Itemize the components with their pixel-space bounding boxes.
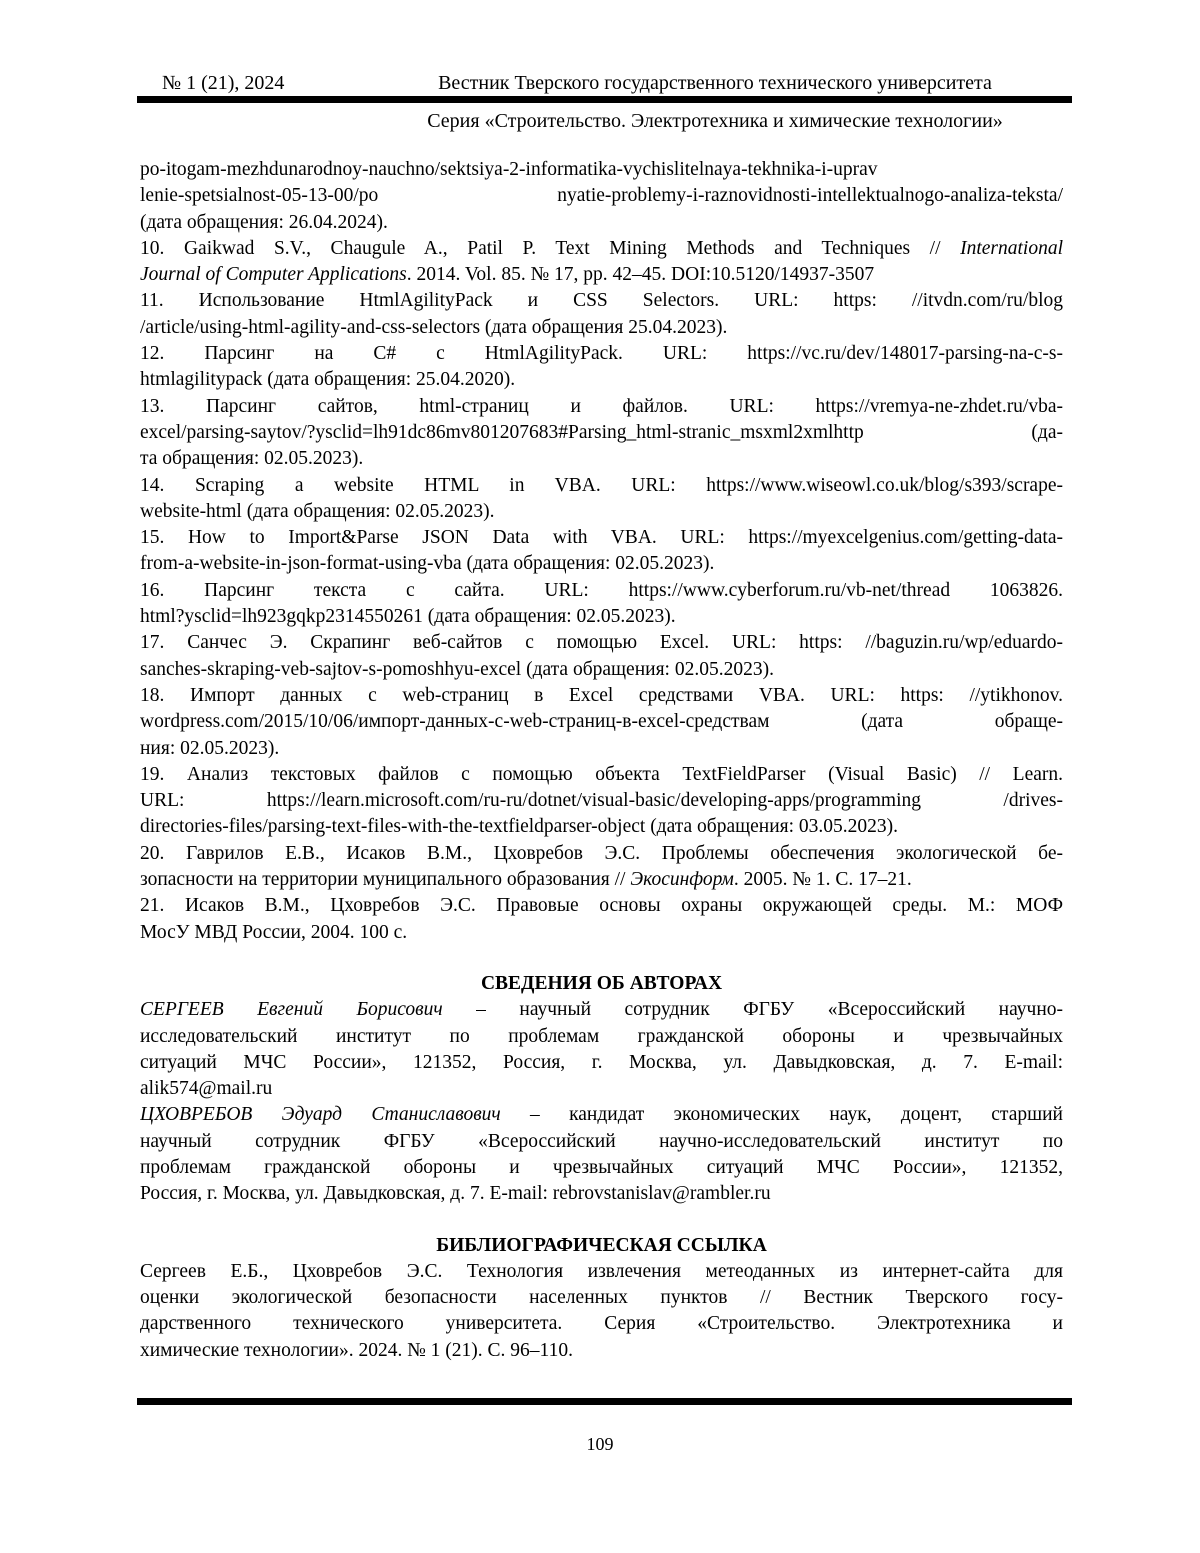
- text-line: 20. Гаврилов Е.В., Исаков В.М., Цховребов Э.С. Проблемы обеспечения экологической бе-: [140, 842, 1063, 864]
- text-line: проблемам гражданской обороны и чрезвычайных ситуаций МЧС России», 121352,: [140, 1156, 1063, 1178]
- authors-heading: СВЕДЕНИЯ ОБ АВТОРАХ: [480, 972, 723, 994]
- text-line: html?ysclid=lh923gqkp2314550261 (дата обращения: 02.05.2023).: [140, 606, 676, 628]
- text-line: excel/parsing-saytov/?ysclid=lh91dc86mv801207683#Parsing_html-stranic_msxml2xmlhttp (да-: [140, 421, 1063, 443]
- reference-17: [140, 630, 1063, 683]
- text-line: 12. Парсинг на C# с HtmlAgilityPack. URL: https://vc.ru/dev/148017-parsing-na-c-s-: [140, 343, 1063, 365]
- reference-19: [140, 762, 1063, 841]
- text-line: 17. Санчес Э. Скрапинг веб-сайтов с помощью Excel. URL: https: //baguzin.ru/wp/eduardo-: [140, 632, 1063, 654]
- text-line: дарственного технического университета. Серия «Строительство. Электротехника и: [140, 1313, 1063, 1335]
- text-line: научный сотрудник ФГБУ «Всероссийский научно-исследовательский институт по: [140, 1130, 1063, 1152]
- text-line: sanches-skraping-veb-sajtov-s-pomoshhyu-excel (дата обращения: 02.05.2023).: [140, 658, 774, 680]
- reference-11: [140, 288, 1063, 341]
- text-line: ситуаций МЧС России», 121352, Россия, г. Москва, ул. Давыдковская, д. 7. E-mail:: [140, 1051, 1063, 1073]
- reference-14: [140, 473, 1063, 526]
- footer-rule: [137, 1398, 1072, 1405]
- text-line: 19. Анализ текстовых файлов с помощью объекта TextFieldParser (Visual Basic) // Learn.: [140, 763, 1063, 785]
- text-line: alik574@mail.ru: [140, 1078, 273, 1100]
- reference-15: [140, 525, 1063, 578]
- series-subtitle: Серия «Строительство. Электротехника и химические технологии»: [427, 110, 1003, 132]
- text-line: lenie-spetsialnost-05-13-00/po nyatie-problemy-i-raznovidnosti-intellektualnogo-analiza-teksta/: [140, 185, 1063, 207]
- text-line: htmlagilitypack (дата обращения: 25.04.2020).: [140, 369, 516, 391]
- reference-12: [140, 341, 1063, 394]
- text-line: МосУ МВД России, 2004. 100 с.: [140, 921, 408, 943]
- reference-10: [140, 236, 1063, 289]
- text-line: СЕРГЕЕВ Евгений Борисович – научный сотрудник ФГБУ «Всероссийский научно-: [140, 999, 1063, 1021]
- text-line: /article/using-html-agility-and-css-selectors (дата обращения 25.04.2023).: [140, 316, 728, 338]
- header-rule: [137, 96, 1072, 103]
- citation-text: [140, 1259, 1063, 1364]
- text-line: (дата обращения: 26.04.2024).: [140, 211, 388, 233]
- text-line: directories-files/parsing-text-files-with-the-textfieldparser-object (дата обращения: 03.05.2023).: [140, 816, 899, 838]
- reference-13: [140, 394, 1063, 473]
- text-line: химические технологии». 2024. № 1 (21). С. 96–110.: [140, 1339, 573, 1361]
- text-line: 15. How to Import&Parse JSON Data with VBA. URL: https://myexcelgenius.com/getting-data-: [140, 527, 1063, 549]
- page-number: 109: [586, 1434, 614, 1454]
- reference-21: [140, 893, 1063, 946]
- text-line: ЦХОВРЕБОВ Эдуард Станиславович – кандидат экономических наук, доцент, старший: [140, 1104, 1063, 1126]
- reference-18: [140, 683, 1063, 762]
- text-line: та обращения: 02.05.2023).: [140, 448, 364, 470]
- text-line: po-itogam-mezhdunarodnoy-nauchno/sektsiya-2-informatika-vychislitelnaya-tekhnika-i-uprav: [140, 159, 878, 180]
- text-line: 18. Импорт данных с web-страниц в Excel средствами VBA. URL: https: //ytikhonov.: [140, 684, 1063, 706]
- reference-16: [140, 578, 1063, 631]
- text-line: URL: https://learn.microsoft.com/ru-ru/dotnet/visual-basic/developing-apps/programming /drives-: [140, 790, 1063, 812]
- text-line: 13. Парсинг сайтов, html-страниц и файлов. URL: https://vremya-ne-zhdet.ru/vba-: [140, 395, 1063, 417]
- text-line: website-html (дата обращения: 02.05.2023).: [140, 500, 495, 522]
- page-body: [140, 157, 1063, 1364]
- citation-heading: БИБЛИОГРАФИЧЕСКАЯ ССЫЛКА: [436, 1234, 767, 1256]
- text-line: Journal of Computer Applications. 2014. Vol. 85. № 17, pp. 42–45. DOI:10.5120/14937-3507: [140, 264, 875, 286]
- text-line: исследовательский институт по проблемам гражданской обороны и чрезвычайных: [140, 1025, 1063, 1047]
- text-line: зопасности на территории муниципального образования // Экосинформ. 2005. № 1. С. 17–21.: [140, 869, 912, 891]
- text-line: Россия, г. Москва, ул. Давыдковская, д. 7. E-mail: rebrovstanislav@rambler.ru: [140, 1183, 771, 1205]
- author-sergeev: [140, 997, 1063, 1102]
- text-line: 21. Исаков В.М., Цховребов Э.С. Правовые основы охраны окружающей среды. М.: МОФ: [140, 895, 1063, 917]
- journal-title: Вестник Тверского государственного технического университета: [438, 72, 992, 94]
- reference-9-continuation: [140, 157, 1063, 236]
- text-line: Сергеев Е.Б., Цховребов Э.С. Технология извлечения метеоданных из интернет-сайта для: [140, 1260, 1063, 1282]
- text-line: from-a-website-in-json-format-using-vba (дата обращения: 02.05.2023).: [140, 553, 715, 575]
- text-line: 10. Gaikwad S.V., Chaugule A., Patil P. Text Mining Methods and Techniques // International: [140, 237, 1063, 259]
- text-line: 16. Парсинг текста с сайта. URL: https://www.cyberforum.ru/vb-net/thread 1063826.: [140, 579, 1063, 601]
- text-line: 14. Scraping a website HTML in VBA. URL: https://www.wiseowl.co.uk/blog/s393/scrape-: [140, 474, 1063, 496]
- text-line: 11. Использование HtmlAgilityPack и CSS Selectors. URL: https: //itvdn.com/ru/blog: [140, 290, 1063, 312]
- issue-label: № 1 (21), 2024: [162, 72, 285, 94]
- text-line: оценки экологической безопасности населенных пунктов // Вестник Тверского госу-: [140, 1287, 1063, 1309]
- author-tskhovrebov: [140, 1102, 1063, 1207]
- text-line: ния: 02.05.2023).: [140, 737, 280, 759]
- reference-20: [140, 841, 1063, 894]
- text-line: wordpress.com/2015/10/06/импорт-данных-с-web-страниц-в-excel-средствам (дата обраще-: [140, 711, 1063, 733]
